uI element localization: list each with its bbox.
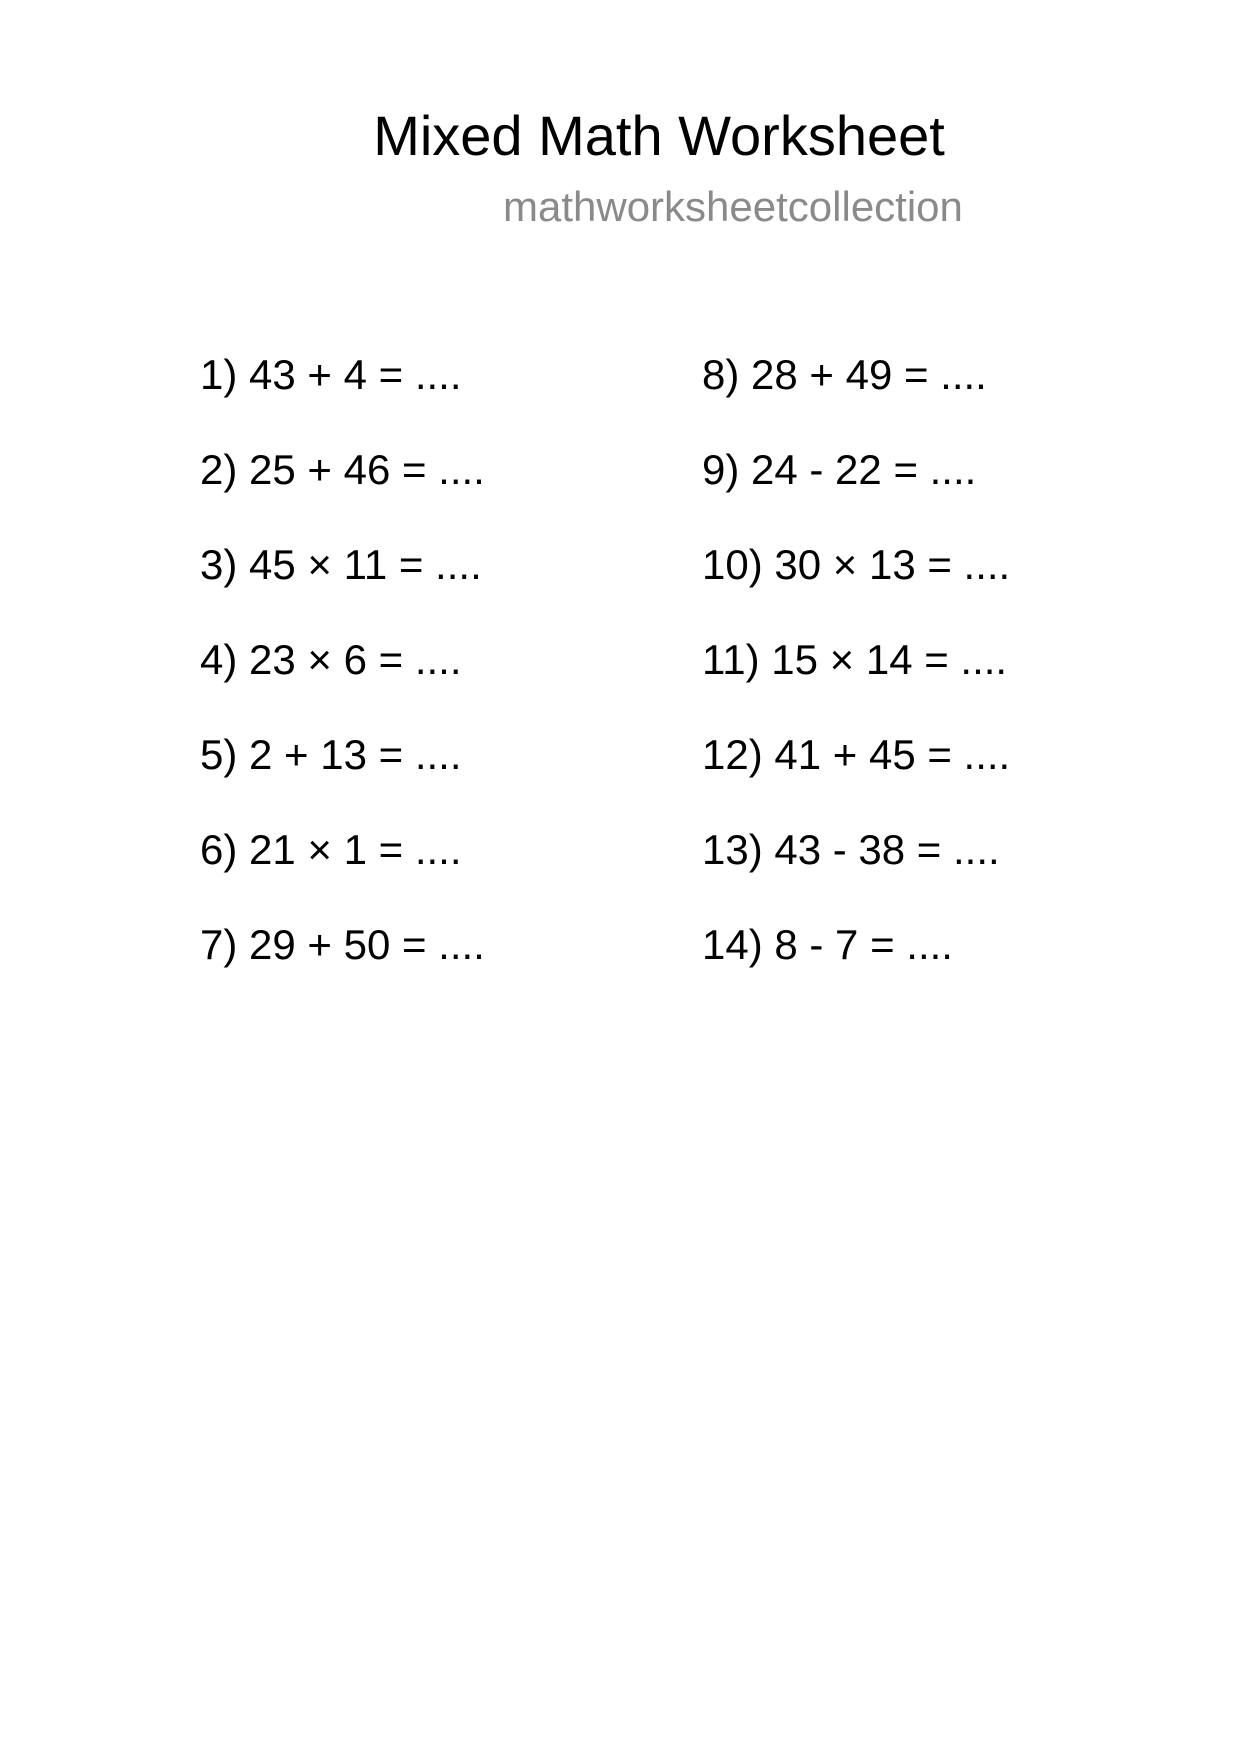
- problem-item: 2) 25 + 46 = ....: [200, 446, 485, 493]
- problem-item: 14) 8 - 7 = ....: [702, 921, 953, 968]
- problem-list-right: [702, 345, 1010, 1010]
- problem-item: 9) 24 - 22 = ....: [702, 446, 977, 493]
- problem-item: 5) 2 + 13 = ....: [200, 731, 462, 778]
- problem-list-left: [200, 345, 485, 1010]
- problem-item: 3) 45 × 11 = ....: [200, 541, 482, 588]
- page-title: Mixed Math Worksheet: [373, 104, 945, 167]
- problem-item: 1) 43 + 4 = ....: [200, 351, 462, 398]
- problem-item: 8) 28 + 49 = ....: [702, 351, 987, 398]
- problem-item: 4) 23 × 6 = ....: [200, 636, 462, 683]
- problem-item: 7) 29 + 50 = ....: [200, 921, 485, 968]
- page-subtitle: mathworksheetcollection: [503, 183, 963, 230]
- problem-item: 12) 41 + 45 = ....: [702, 731, 1011, 778]
- problem-item: 10) 30 × 13 = ....: [702, 541, 1011, 588]
- problem-item: 11) 15 × 14 = ....: [702, 636, 1008, 683]
- problem-item: 13) 43 - 38 = ....: [702, 826, 1000, 873]
- problem-item: 6) 21 × 1 = ....: [200, 826, 462, 873]
